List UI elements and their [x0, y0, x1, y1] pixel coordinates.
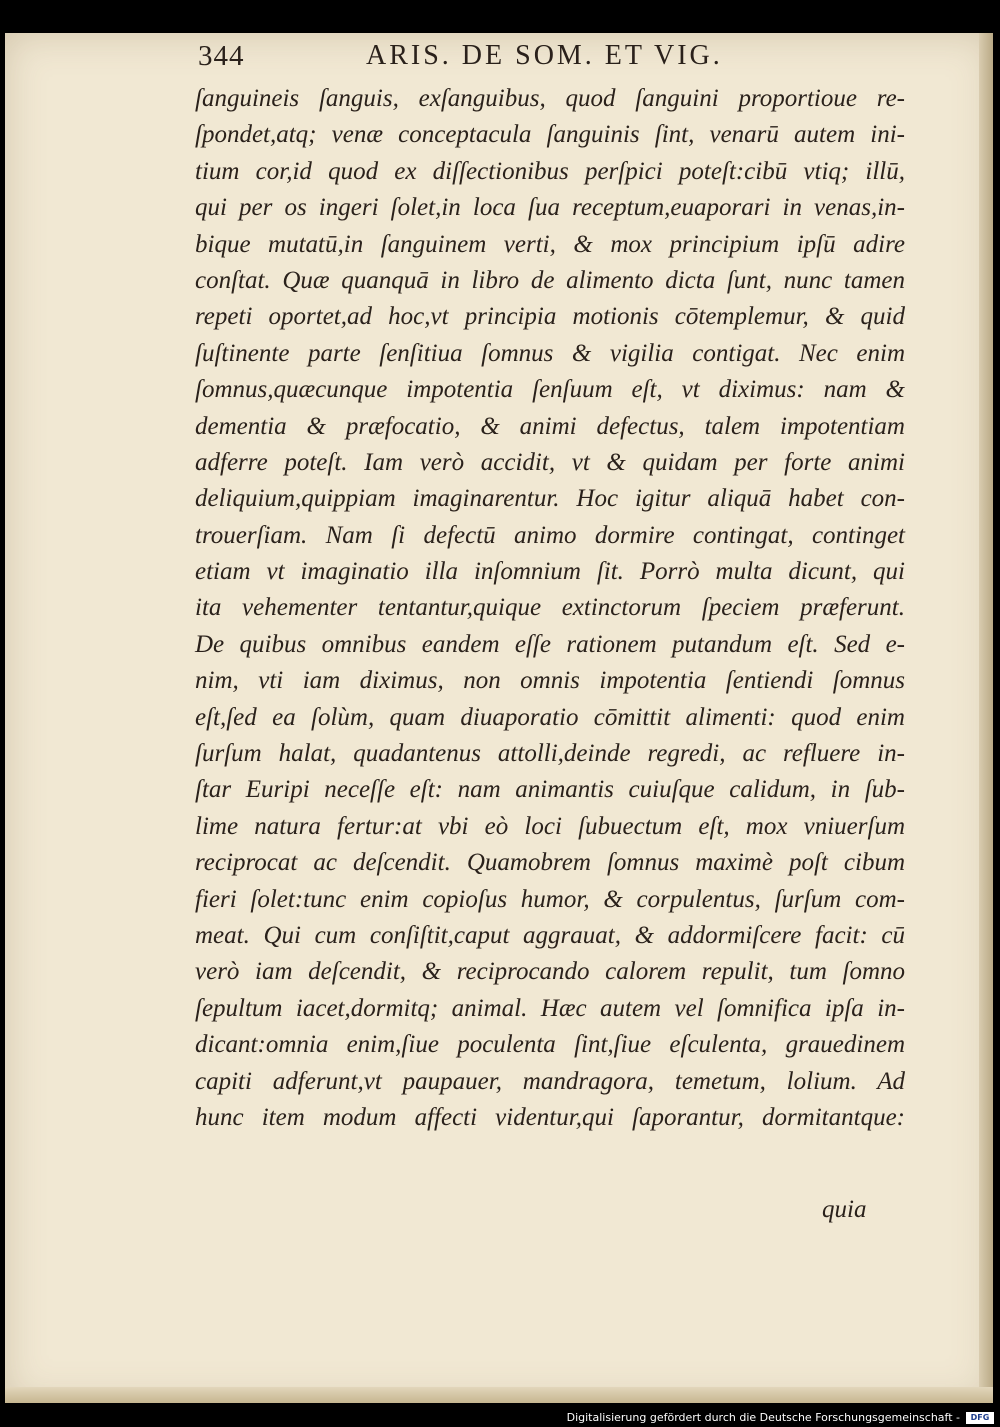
- page-edge-right: [979, 33, 993, 1403]
- text-line: hunc item modum affecti videntur,qui ſaporantur, dormitantque:: [195, 1103, 905, 1131]
- text-line: meat. Qui cum conſiſtit,caput aggrauat, & addormiſcere facit: cū: [195, 921, 905, 949]
- digitization-credit: Digitalisierung gefördert durch die Deutsche Forschungsgemeinschaft -: [566, 1411, 960, 1424]
- text-line: conſtat. Quæ quanquā in libro de alimento dicta ſunt, nunc tamen: [195, 266, 905, 294]
- catchword: quia: [822, 1196, 867, 1223]
- dfg-logo-icon: DFG: [966, 1412, 994, 1424]
- running-title: ARIS. DE SOM. ET VIG.: [366, 40, 723, 71]
- text-line: eſt,ſed ea ſolùm, quam diuaporatio cōmittit alimenti: quod enim: [195, 703, 905, 731]
- text-line: ſuſtinente parte ſenſitiua ſomnus & vigilia contigat. Nec enim: [195, 339, 905, 367]
- text-line: qui per os ingeri ſolet,in loca ſua receptum,euaporari in venas,in-: [195, 194, 905, 222]
- text-line: etiam vt imaginatio illa inſomnium ſit. Porrò multa dicunt, qui: [195, 558, 905, 586]
- text-line: ſtar Euripi neceſſe eſt: nam animantis cuiuſque calidum, in ſub-: [195, 776, 905, 804]
- body-text: [195, 81, 905, 1136]
- text-line: adferre poteſt. Iam verò accidit, vt & quidam per forte animi: [195, 448, 905, 476]
- text-line: reciprocat ac deſcendit. Quamobrem ſomnus maximè poſt cibum: [195, 849, 905, 877]
- text-line: De quibus omnibus eandem eſſe rationem putandum eſt. Sed e-: [195, 630, 905, 658]
- page-number: 344: [198, 40, 245, 72]
- page-header: [198, 40, 898, 80]
- text-line: ſanguineis ſanguis, exſanguibus, quod ſanguini proportioue re-: [195, 85, 905, 112]
- text-line: ſepultum iacet,dormitq; animal. Hæc autem vel ſomnifica ipſa in-: [195, 994, 905, 1022]
- text-line: repeti oportet,ad hoc,vt principia motionis cōtemplemur, & quid: [195, 303, 905, 331]
- text-line: ita vehementer tentantur,quique extinctorum ſpeciem præferunt.: [195, 594, 905, 622]
- text-line: dementia & præfocatio, & animi defectus, talem impotentiam: [195, 412, 905, 440]
- text-line: trouerſiam. Nam ſi defectū animo dormire contingat, continget: [195, 521, 905, 549]
- text-line: lime natura fertur:at vbi eò loci ſubuectum eſt, mox vniuerſum: [195, 812, 905, 840]
- text-line: capiti adferunt,vt paupauer, mandragora, temetum, lolium. Ad: [195, 1067, 905, 1095]
- page-edge-bottom: [5, 1387, 993, 1403]
- text-line: bique mutatū,in ſanguinem verti, & mox principium ipſū adire: [195, 230, 905, 258]
- text-line: verò iam deſcendit, & reciprocando calorem repulit, tum ſomno: [195, 958, 905, 986]
- text-line: tium cor,id quod ex diſſectionibus perſpici poteſt:cibū vtiq; illū,: [195, 157, 905, 185]
- text-line: ſurſum halat, quadantenus attolli,deinde regredi, ac refluere in-: [195, 740, 905, 768]
- text-line: ſomnus,quæcunque impotentia ſenſuum eſt, vt diximus: nam &: [195, 376, 905, 404]
- text-line: ſpondet,atq; venæ conceptacula ſanguinis ſint, venarū autem ini-: [195, 121, 905, 149]
- text-line: deliquium,quippiam imaginarentur. Hoc igitur aliquā habet con-: [195, 485, 905, 513]
- text-line: fieri ſolet:tunc enim copioſus humor, & corpulentus, ſurſum com-: [195, 885, 905, 913]
- text-line: nim, vti iam diximus, non omnis impotentia ſentiendi ſomnus: [195, 667, 905, 695]
- text-line: dicant:omnia enim,ſiue poculenta ſint,ſiue eſculenta, grauedinem: [195, 1031, 905, 1059]
